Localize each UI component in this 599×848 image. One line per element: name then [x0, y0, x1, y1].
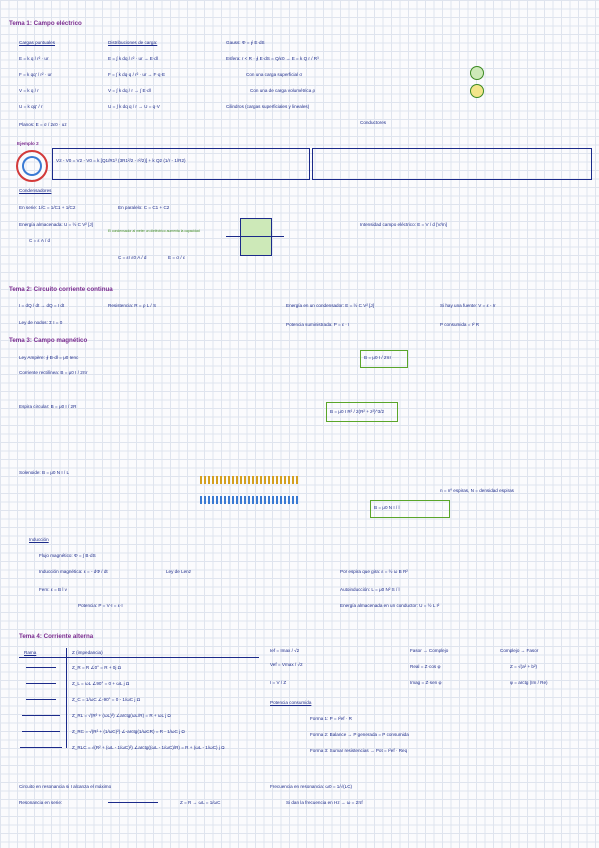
tema1-f-dist: F = ∫ k dq·q / r² · ur → F·q·E [108, 72, 166, 77]
tema4-imag: Imag = Z·sen φ [410, 680, 442, 685]
tema1-u-dist: U = ∫ k dq q / r → U = q·V [108, 104, 160, 109]
tema3-energy-ind: Energía almacenada en un conductor: U = ½ L I² [340, 603, 440, 608]
tema4-complex-to-phasor: Complejo → Fasor [500, 648, 539, 653]
capacitors-energy: Energía almacenada: U = ½ C V² [J] [19, 222, 93, 227]
tema1-v-point: V = k q / r [19, 88, 39, 93]
tema1-cylinders: Cilindros (cargas superficiales y lineales) [226, 104, 310, 109]
tema4-title: Tema 4: Corriente alterna [19, 633, 94, 640]
tema4-power3: Forma 3: Sumar resistencias → Pot = I²ef · Req [310, 748, 408, 753]
tema3-loop-box-text: B = μ0 I R² / 2(R² + z²)^3/2 [330, 409, 385, 414]
tema2-kirchhoff: Ley de nodos: Σ I = 0 [19, 320, 63, 325]
tema3-lenz: Ley de Lenz [166, 569, 192, 574]
tema4-power2: Forma 2: Balance → P generada = P consumida [310, 732, 409, 737]
tema2-power-consumed: P consumida = I² R [440, 322, 480, 327]
tema1-point-charges: Cargas puntuales [19, 40, 56, 45]
table-row-r: Z_R = R ∠0° = R + 0j Ω [72, 665, 122, 670]
tema1-title: Tema 1: Campo eléctrico [9, 20, 82, 27]
tema3-solenoid-note: n = nº espiras, N = densidad espiras [440, 488, 514, 493]
tema3-selfind: Autoinducción: L = μ0 N² S / l [340, 587, 400, 592]
tema4-resonance: Circuito en resonancia si I alcanza el máximo [19, 784, 112, 789]
inductor-symbol [26, 683, 56, 684]
table-row-rl: Z_RL = √(R² + (ωL)²) ∠arctg(ωL/R) = R + ωL j Ω [72, 713, 171, 718]
table-header-line [19, 657, 259, 658]
tema1-planes: Planos: E = σ / 2ε0 · uz [19, 122, 67, 127]
tema3-power-ind: Potencia: P = V·I = ε·I [78, 603, 123, 608]
tema1-e-point: E = k q / r² · ur [19, 56, 49, 61]
tema3-faraday: Inducción magnética: ε = - dΦ / dt [39, 569, 108, 574]
tema4-modulus: Z = √(a² + b²) [510, 664, 538, 669]
tema3-flux: Flujo magnético: Φ = ∫ B·dS [39, 553, 96, 558]
rc-symbol [22, 731, 60, 732]
example2-formula: V2 - V0 = V2 - V0 = k [Q1/R1³ (3R1²/2 - r²/2)] + k Q2 (1/r - 1/R2) [56, 158, 186, 163]
capacitors-dielectric-note: El condensador al meter un dieléctrico aumenta la capacidad [108, 229, 200, 233]
tema2-power: Potencia suministrada: P = ε · I [286, 322, 350, 327]
tema4-power1: Forma 1: P = I²ef · R [310, 716, 352, 721]
tema2-resistance: Resistencia: R = ρ L / S [108, 303, 157, 308]
tema4-series-res-eq: Z = R → ωL = 1/ωC [180, 800, 221, 805]
sphere-diagram-2 [470, 84, 484, 98]
tema3-ampere-box-text: B = μ0 I / 2πr [364, 355, 392, 360]
capacitors-c-eq: C = ε A / d [29, 238, 51, 243]
resistor-symbol [26, 667, 56, 668]
tema4-ohm-ac: I = V / Z [270, 680, 287, 685]
table-row-c: Z_C = 1/ωC ∠-90° = 0 - 1/ωC j Ω [72, 697, 141, 702]
tema3-loop: Espira circular: B = μ0 I / 2R [19, 404, 77, 409]
tema1-conductors: Conductores [360, 120, 387, 125]
tema2-ohm: I = dQ / dt → dQ = I dt [19, 303, 65, 308]
tema4-vef: Vef = Vmax / √2 [270, 662, 303, 667]
sphere-diagram-1 [470, 66, 484, 80]
capacitor-symbol [26, 699, 56, 700]
tema1-distributions: Distribuciones de carga: [108, 40, 158, 45]
tema3-rotating: Por espira que gira: ε = ½ ω B R² [340, 569, 408, 574]
tema1-gauss: Gauss: Φ = ∮ E·dS [226, 40, 265, 45]
tema4-phasor: Fasor → Complejo [410, 648, 449, 653]
tema4-power-title: Potencia consumida [270, 700, 312, 705]
table-row-rlc: Z_RLC = √(R² + (ωL - 1/ωC)²) ∠arctg((ωL - 1/ωC)/R) = R + (ωL - 1/ωC) j Ω [72, 745, 225, 750]
tema2-title: Tema 2: Circuito corriente continua [9, 286, 113, 293]
tema4-angle: φ = arctg (Im / Re) [510, 680, 548, 685]
tema3-rect-current: Corriente rectilínea: B = μ0 I / 2πr [19, 370, 88, 375]
capacitors-field: E = σ / ε [168, 255, 186, 260]
tema3-solenoid-box-text: B = μ0 N I / l [374, 505, 400, 510]
tema4-ief: Ief = Imax / √2 [270, 648, 300, 653]
series-res-circuit [108, 802, 158, 803]
example2-box-right [312, 148, 592, 180]
tema3-title: Tema 3: Campo magnético [9, 337, 88, 344]
table-row-rc: Z_RC = √(R² + (1/ωC)²) ∠-arctg(1/ωCR) = R - 1/ωC j Ω [72, 729, 185, 734]
rl-symbol [22, 715, 60, 716]
table-row-l: Z_L = ωL ∠90° = 0 + ωL j Ω [72, 681, 130, 686]
tema4-resonance-freq: Frecuencia en resonancia: ω0 = 1/√(LC) [270, 784, 353, 789]
tema4-real: Real = Z·cos φ [410, 664, 441, 669]
capacitors-c-dielectric: C = εr ε0 A / d [118, 255, 147, 260]
target-diagram [16, 150, 48, 182]
tema3-motional: Fem: ε = B l v [39, 587, 67, 592]
tema2-battery: Si hay una fuente: V = ε - Ir [440, 303, 496, 308]
capacitors-parallel: En paralelo: C = C1 + C2 [118, 205, 170, 210]
tema1-sphere: Esfera: r < R · ∮ E·dS = Q/ε0 → E = k Q r / R³ [226, 56, 319, 61]
tema4-series-res: Resonancia en serie: [19, 800, 63, 805]
field-intensity: Intensidad campo eléctrico: E = V / d [V/m] [360, 222, 447, 227]
capacitor-wire [226, 236, 284, 237]
tema1-volume-charge: Con una de carga volumétrica ρ [250, 88, 316, 93]
tema3-ampere: Ley Ampère: ∮ B·dl = μ0 Ienc [19, 355, 79, 360]
tema3-induction: Inducción [29, 537, 49, 542]
tema1-u-point: U = k qq' / r [19, 104, 43, 109]
table-header-z: Z (impedancia) [72, 650, 103, 655]
capacitors-series: En serie: 1/C = 1/C1 + 1/C2 [19, 205, 76, 210]
capacitor-diagram [240, 218, 272, 256]
tema1-example2-label: Ejemplo 2 [17, 141, 39, 146]
tema2-energy-cap: Energía en un condensador: E = ½ C V² [J] [286, 303, 374, 308]
tema1-e-dist: E = ∫ k dq / r² · ur → E·dl [108, 56, 158, 61]
table-vertical-line [66, 648, 67, 748]
tema3-solenoid: Solenoide: B = μ0 N I / L [19, 470, 70, 475]
tema1-surface-charge: Con una carga superficial σ [246, 72, 303, 77]
example2-box [52, 148, 310, 180]
rlc-symbol [20, 747, 62, 748]
solenoid-coil [200, 476, 300, 484]
tema4-freq-note: Si dan la frecuencia en Hz → ω = 2πf [286, 800, 363, 805]
solenoid-coil-bottom [200, 496, 300, 504]
tema1-f-point: F = k qq' / r² · ur [19, 72, 52, 77]
tema1-v-dist: V = ∫ k dq / r → ∫ E·dl [108, 88, 151, 93]
table-header-rama: Rama [24, 650, 37, 655]
capacitors-label: Condensadores [19, 188, 52, 193]
